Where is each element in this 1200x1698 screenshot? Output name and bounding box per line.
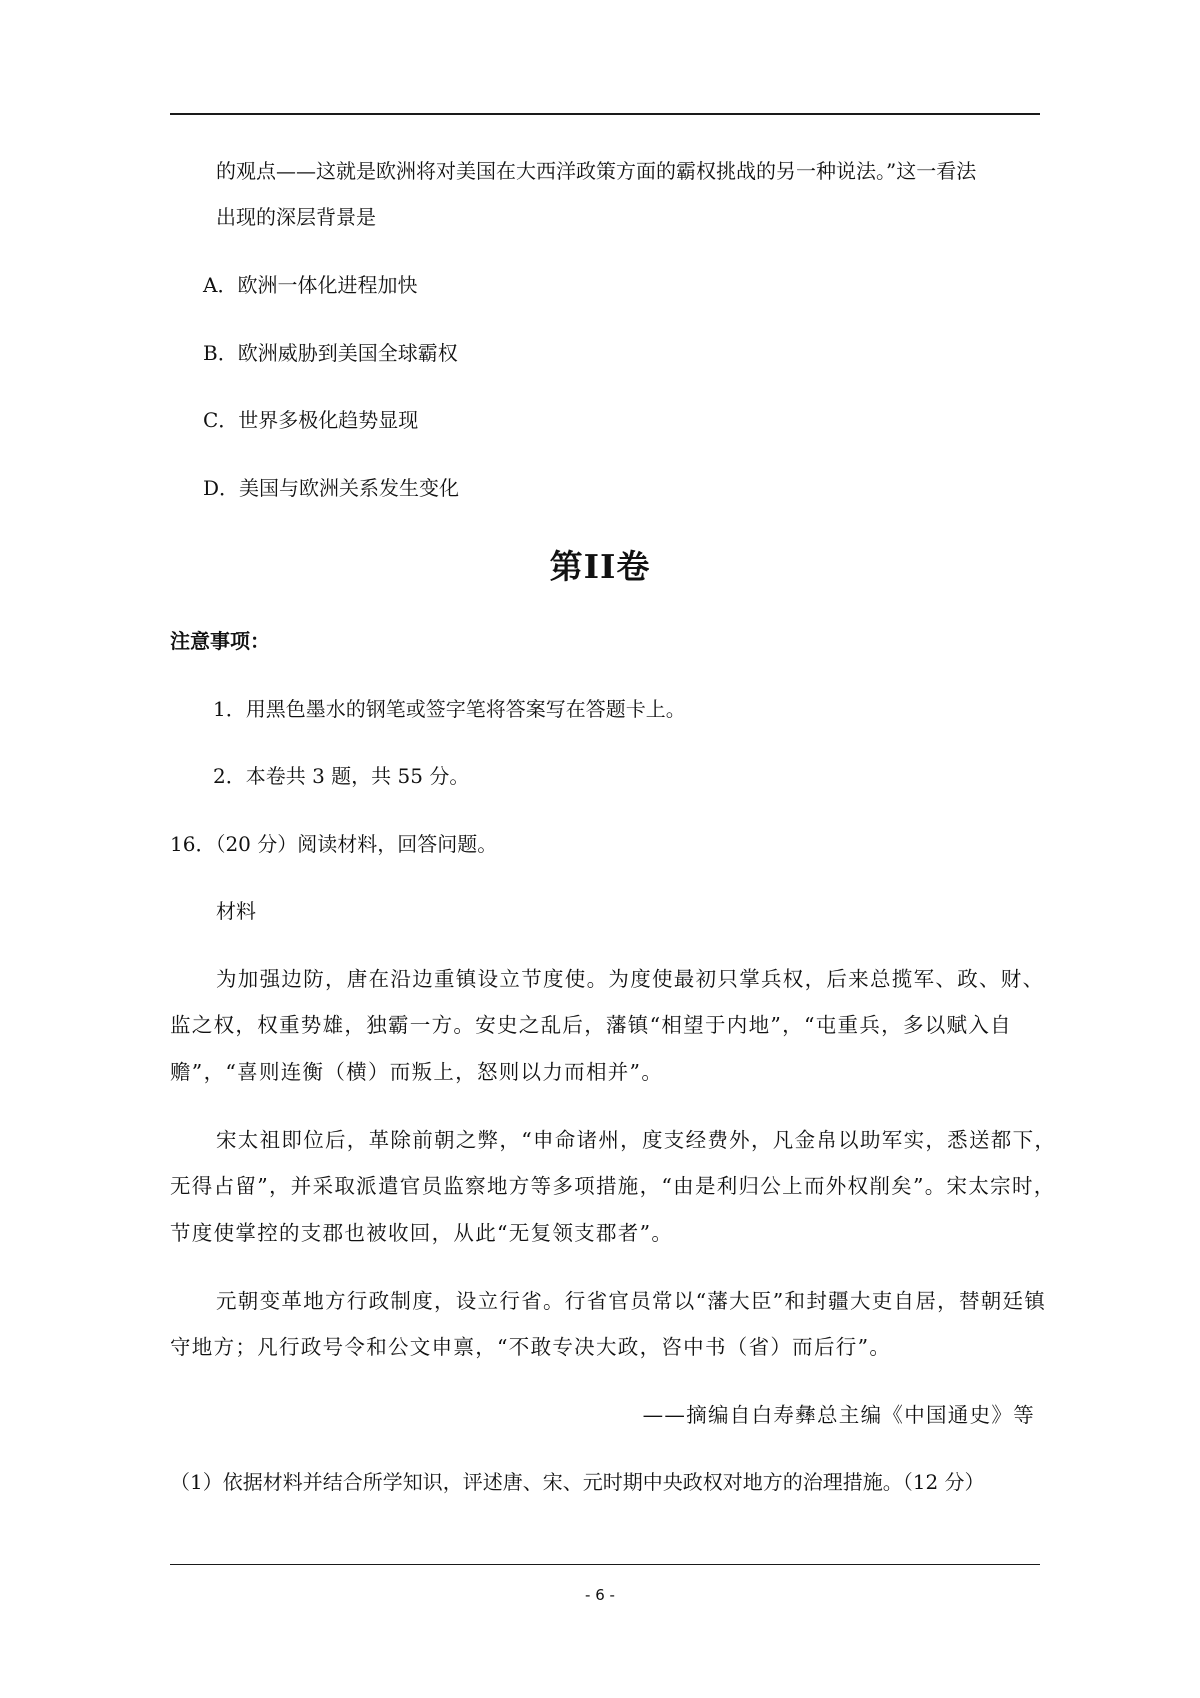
header-rule bbox=[170, 113, 1040, 115]
material-para3-line1: 元朝变革地方行政制度，设立行省。行省官员常以“藩大臣”和封疆大吏自居，替朝廷镇 bbox=[216, 1289, 1047, 1313]
q15-stem-line-2: 出现的深层背景是 bbox=[216, 205, 376, 229]
material-source: ——摘编自白寿彝总主编《中国通史》等 bbox=[642, 1403, 1035, 1427]
material-para2-line3: 节度使掌控的支郡也被收回，从此“无复领支郡者”。 bbox=[170, 1221, 674, 1245]
material-para2-line2: 无得占留”，并采取派遣官员监察地方等多项措施，“由是利归公上而外权削矣”。宋太宗时， bbox=[170, 1174, 1056, 1198]
material-para1-line2: 监之权，权重势雄，独霸一方。安史之乱后，藩镇“相望于内地”，“屯重兵，多以赋入自 bbox=[170, 1013, 1012, 1037]
q16-sub-question-1: （1）依据材料并结合所学知识，评述唐、宋、元时期中央政权对地方的治理措施。（12 分） bbox=[170, 1470, 985, 1494]
section-title: 第II卷 bbox=[549, 547, 651, 586]
material-para3-line2: 守地方；凡行政号令和公文申禀，“不敢专决大政，咨中书（省）而后行”。 bbox=[170, 1335, 892, 1359]
notice-heading: 注意事项： bbox=[170, 629, 270, 653]
q15-option-d: D．美国与欧洲关系发生变化 bbox=[203, 476, 460, 500]
q15-option-c: C．世界多极化趋势显现 bbox=[203, 408, 419, 432]
material-para1-line1: 为加强边防，唐在沿边重镇设立节度使。为度使最初只掌兵权，后来总揽军、政、财、 bbox=[216, 967, 1045, 991]
q15-option-a: A．欧洲一体化进程加快 bbox=[203, 273, 418, 297]
q15-stem-line-1: 的观点——这就是欧洲将对美国在大西洋政策方面的霸权挑战的另一种说法。”这一看法 bbox=[216, 159, 977, 183]
material-para2-line1: 宋太祖即位后，革除前朝之弊，“申命诸州，度支经费外，凡金帛以助军实，悉送都下， bbox=[216, 1128, 1057, 1152]
q15-option-b: B．欧洲威胁到美国全球霸权 bbox=[203, 341, 458, 365]
material-label: 材料 bbox=[216, 899, 256, 923]
notice-item-2: 2．本卷共 3 题，共 55 分。 bbox=[213, 764, 470, 788]
footer-rule bbox=[170, 1564, 1040, 1565]
q16-stem: 16．（20 分）阅读材料，回答问题。 bbox=[170, 832, 498, 856]
notice-item-1: 1．用黑色墨水的钢笔或签字笔将答案写在答题卡上。 bbox=[213, 697, 686, 721]
page-number: - 6 - bbox=[585, 1586, 615, 1604]
material-para1-line3: 赡”，“喜则连衡（横）而叛上，怒则以力而相并”。 bbox=[170, 1060, 664, 1084]
